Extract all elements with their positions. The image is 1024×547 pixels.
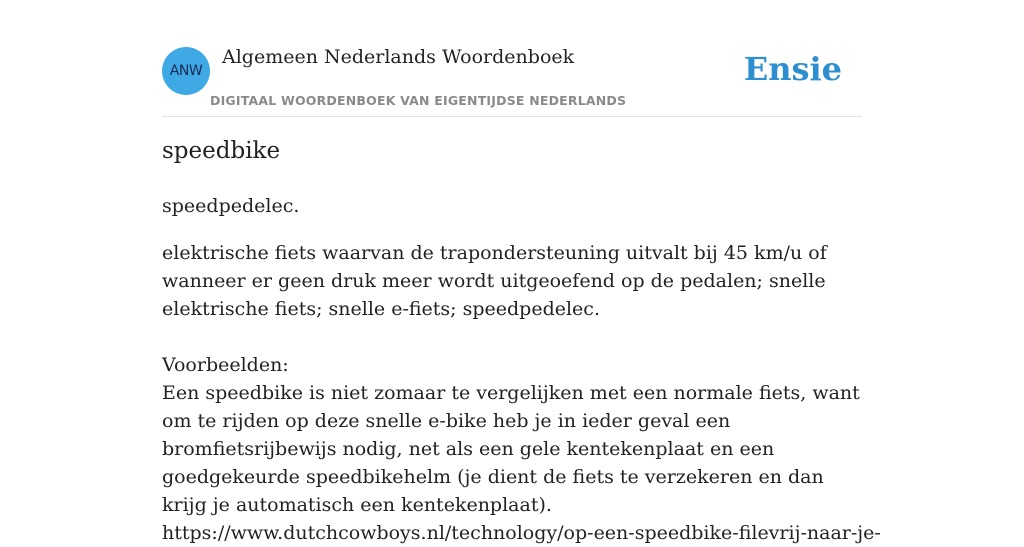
example-text: Een speedbike is niet zomaar te vergelijken met een normale fiets, want om te rijden op deze snelle e-bike heb je in ieder geval een bromfietsrijbewijs nodig, net als een gele kentekenplaat en een goedgekeurde speedbikehelm (je dient de fiets te verzekeren en dan krijg je automatisch een kentekenplaat). [162,382,860,516]
example-source-link[interactable]: https://www.dutchcowboys.nl/technology/op-een-speedbike-filevrij-naar-je- [162,522,881,544]
entry-synonym: speedpedelec. [162,195,300,217]
site-subtitle: DIGITAAL WOORDENBOEK VAN EIGENTIJDSE NEDERLANDS [210,93,627,108]
anw-logo[interactable]: ANW [162,47,210,95]
entry-headword: speedbike [162,138,281,164]
site-title[interactable]: Algemeen Nederlands Woordenboek [222,46,575,68]
entry-content [162,192,881,547]
entry-examples [162,351,881,547]
entry-definition: elektrische fiets waarvan de trapondersteuning uitvalt bij 45 km/u of wanneer er geen druk meer wordt uitgeoefend op de pedalen; snelle elektrische fiets; snelle e-fiets; speedpedelec. [162,242,827,320]
examples-label: Voorbeelden: [162,354,289,376]
ensie-logo[interactable]: Ensie [743,50,842,88]
site-header [162,46,862,117]
